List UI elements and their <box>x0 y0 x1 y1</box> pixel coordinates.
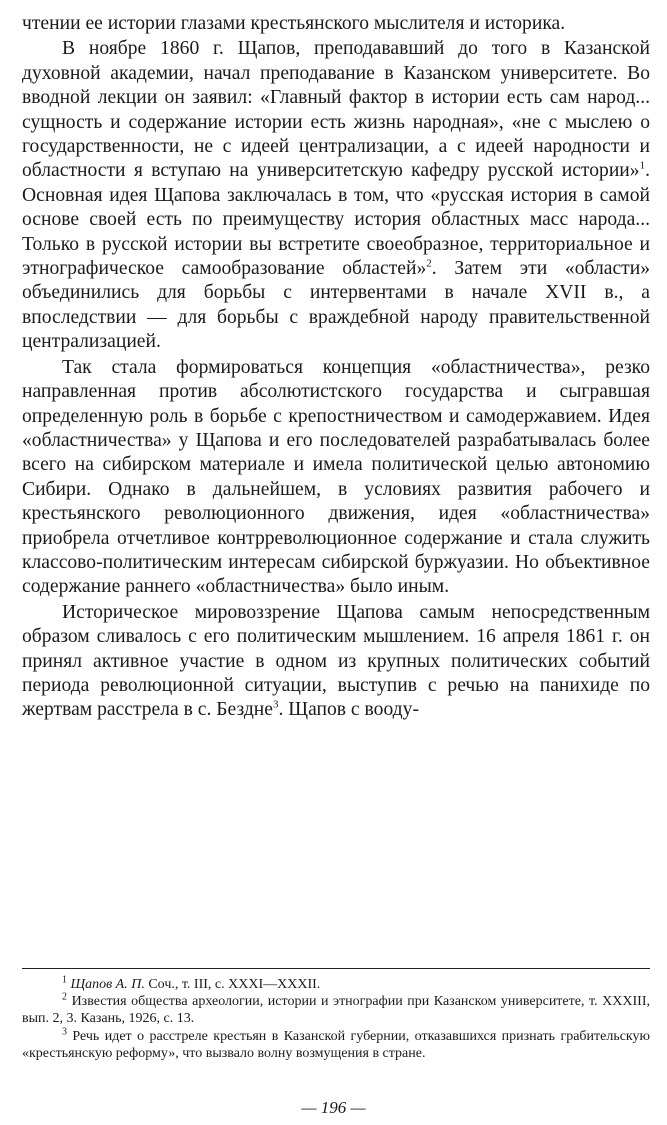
paragraph-oblastnichestvo: Так стала формироваться концепция «областничества», резко направленная против абсолютистского государства и сыгравшая определенную роль в борьбе с крепостничеством и самодержавием. Идея «областничества» у Щапова и его последователей разрабатывалась более всего на сибирском материале и имела политической целью автономию Сибири. Однако в дальнейшем, в условиях развития рабочего и крестьянского революционного движения, идея «областничества» приобрела отчетливое контрреволюционное содержание и стала служить классово-политическим интересам сибирской буржуазии. Но объективное содержание раннего «областничества» было иным. <box>22 356 650 598</box>
footnote-ref-3[interactable]: 3 <box>273 698 279 711</box>
paragraph-worldview: Историческое мировоззрение Щапова самым непосредственным образом сливалось с его политическим мышлением. 16 апреля 1861 г. он принял активное участие в одном из крупных политических событий периода революционной ситуации, выступив с речью на панихиде по жертвам расстрела в с. Бездне$^3$. Щапов с вооду- <box>22 601 650 721</box>
paragraph-november-1860: В ноябре 1860 г. Щапов, преподававший до того в Казанской духовной академии, начал преподавание в Казанском университете. Во вводной лекции он заявил: «Главный фактор в истории есть сам народ... сущность и содержание истории есть жизнь народная», «не с мыслею о государственности, не с идеей централизации, а с идеей народности и областности я вступаю на университетскую кафедру русской истории»$^1$. Основная идея Щапова заключалась в том, что «русская история в самой основе своей есть по преимуществу история областных масс народа... Только в русской истории вы встретите своеобразное, территориальное и этнографическое самообразование областей»$^2$. Затем эти «области» объединились для борьбы с интервентами в начале XVII в., а впоследствии — для борьбы с враждебной народу правительственной централизацией. <box>22 38 650 353</box>
footnote-3: $^3$ Речь идет о расстреле крестьян в Казанской губернии, отказавшихся признать грабительскую «крестьянскую реформу», что вызвало волну возмущения в стране. <box>22 1025 650 1061</box>
main-text <box>22 12 650 723</box>
footnotes <box>22 976 650 1062</box>
paragraph-continued: чтении ее истории глазами крестьянского мыслителя и историка. <box>22 13 566 34</box>
footnote-ref-2[interactable]: 2 <box>426 257 432 270</box>
footnote-ref-1[interactable]: 1 <box>639 159 646 172</box>
page-number: — 196 — <box>301 1098 366 1117</box>
footnote-divider <box>22 968 650 969</box>
footnote-1: $^1$ Щапов А. П. Соч., т. III, с. XXXI—XXXII. <box>62 974 321 992</box>
footnote-2: $^2$ Известия общества археологии, истории и этнографии при Казанском университете, т. XXXIII, вып. 2, 3. Казань, 1926, с. 13. <box>22 991 650 1027</box>
